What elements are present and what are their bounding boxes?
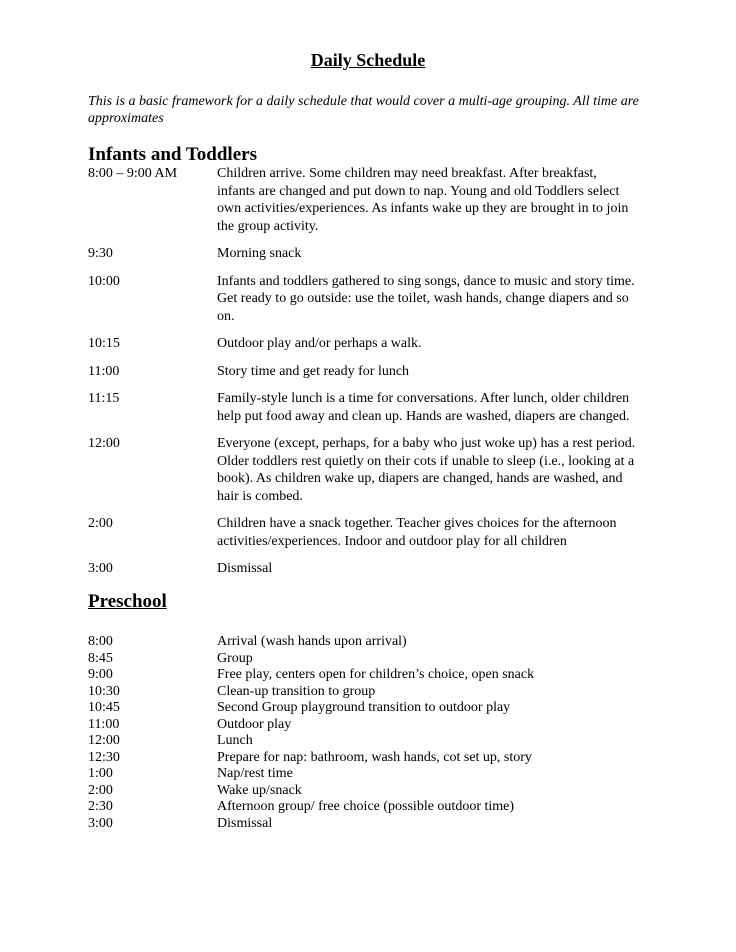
preschool-row [88,766,663,783]
preschool-time: 12:00 [88,733,120,748]
preschool-time: 8:00 [88,634,113,649]
preschool-activity: Second Group playground transition to outdoor play [217,700,511,715]
preschool-time: 9:00 [88,667,113,682]
description-line: Family-style lunch is a time for conversations. After lunch, older children [217,391,630,406]
schedule-time: 10:00 [88,273,120,289]
preschool-activity: Lunch [217,733,253,748]
description-line: help put food away and clean up. Hands are washed, diapers are changed. [217,408,630,424]
schedule-description [217,390,663,425]
preschool-row [88,700,663,717]
preschool-row [88,651,663,668]
preschool-row [88,684,663,701]
schedule-description [217,435,663,505]
description-line: book). As children wake up, diapers are changed, hands are washed, and [217,471,623,486]
description-line: on. [217,308,235,324]
preschool-row [88,799,663,816]
preschool-activity: Clean-up transition to group [217,683,376,699]
preschool-row [88,733,663,750]
preschool-activity: Group [217,650,253,666]
schedule-time: 2:00 [88,516,113,531]
schedule-description [217,335,663,353]
preschool-time: 10:45 [88,700,120,715]
description-line: own activities/experiences. As infants wake up they are brought in to join [217,201,629,216]
schedule-time: 9:30 [88,246,113,261]
preschool-time: 1:00 [88,766,113,781]
preschool-activity: Prepare for nap: bathroom, wash hands, cot set up, story [217,749,532,765]
preschool-time: 10:30 [88,683,120,699]
preschool-time: 3:00 [88,815,113,831]
description-line: Morning snack [217,246,302,261]
infants-heading: Infants and Toddlers [88,144,257,165]
preschool-activity: Dismissal [217,815,273,831]
description-line: Everyone (except, perhaps, for a baby who just woke up) has a rest period. [217,436,636,451]
schedule-row [88,560,663,578]
preschool-activity: Nap/rest time [217,766,293,781]
schedule-description [217,515,663,550]
preschool-activity: Afternoon group/ free choice (possible outdoor time) [217,799,515,814]
schedule-row [88,363,663,381]
schedule-description [217,363,663,381]
intro-text: This is a basic framework for a daily schedule that would cover a multi-age grouping. All time are approximates [88,94,639,126]
schedule-time: 12:00 [88,436,120,451]
preschool-row [88,783,663,800]
description-line: Outdoor play and/or perhaps a walk. [217,336,422,351]
preschool-row [88,816,663,833]
preschool-row [88,750,663,767]
schedule-time: 11:00 [88,363,120,379]
preschool-time: 8:45 [88,650,113,666]
preschool-activity: Outdoor play [217,716,292,732]
description-line: Infants and toddlers gathered to sing songs, dance to music and story time. [217,273,635,289]
description-line: Story time and get ready for lunch [217,363,410,379]
schedule-row [88,390,663,425]
schedule-time: 11:15 [88,391,120,406]
page-title: Daily Schedule [310,50,426,70]
description-line: the group activity. [217,218,319,234]
preschool-activity: Arrival (wash hands upon arrival) [217,634,407,649]
description-line: infants are changed and put down to nap. Young and old Toddlers select [217,183,620,199]
schedule-row [88,515,663,550]
schedule-row [88,245,663,263]
schedule-description [217,560,663,578]
preschool-activity: Free play, centers open for children’s choice, open snack [217,667,535,682]
schedule-time: 10:15 [88,336,120,351]
infants-schedule [88,165,663,578]
preschool-schedule [88,634,663,832]
schedule-description [217,245,663,263]
schedule-description [217,165,663,235]
preschool-activity: Wake up/snack [217,782,302,798]
description-line: hair is combed. [217,488,303,504]
description-line: Children have a snack together. Teacher gives choices for the afternoon [217,516,617,531]
preschool-row [88,717,663,734]
schedule-time: 3:00 [88,561,113,576]
preschool-row [88,634,663,651]
preschool-time: 2:00 [88,782,113,798]
schedule-row [88,435,663,505]
description-line: Children arrive. Some children may need breakfast. After breakfast, [217,166,597,181]
schedule-row [88,165,663,235]
preschool-row [88,667,663,684]
description-line: activities/experiences. Indoor and outdoor play for all children [217,533,567,549]
schedule-row [88,273,663,326]
schedule-row [88,335,663,353]
description-line: Older toddlers rest quietly on their cots if unable to sleep (i.e., looking at a [217,453,635,469]
schedule-time: 8:00 – 9:00 AM [88,166,178,181]
preschool-time: 12:30 [88,749,120,765]
preschool-time: 11:00 [88,716,120,732]
preschool-heading: Preschool [88,591,167,612]
description-line: Dismissal [217,561,273,576]
description-line: Get ready to go outside: use the toilet, wash hands, change diapers and so [217,291,629,306]
preschool-time: 2:30 [88,799,113,814]
schedule-description [217,273,663,326]
